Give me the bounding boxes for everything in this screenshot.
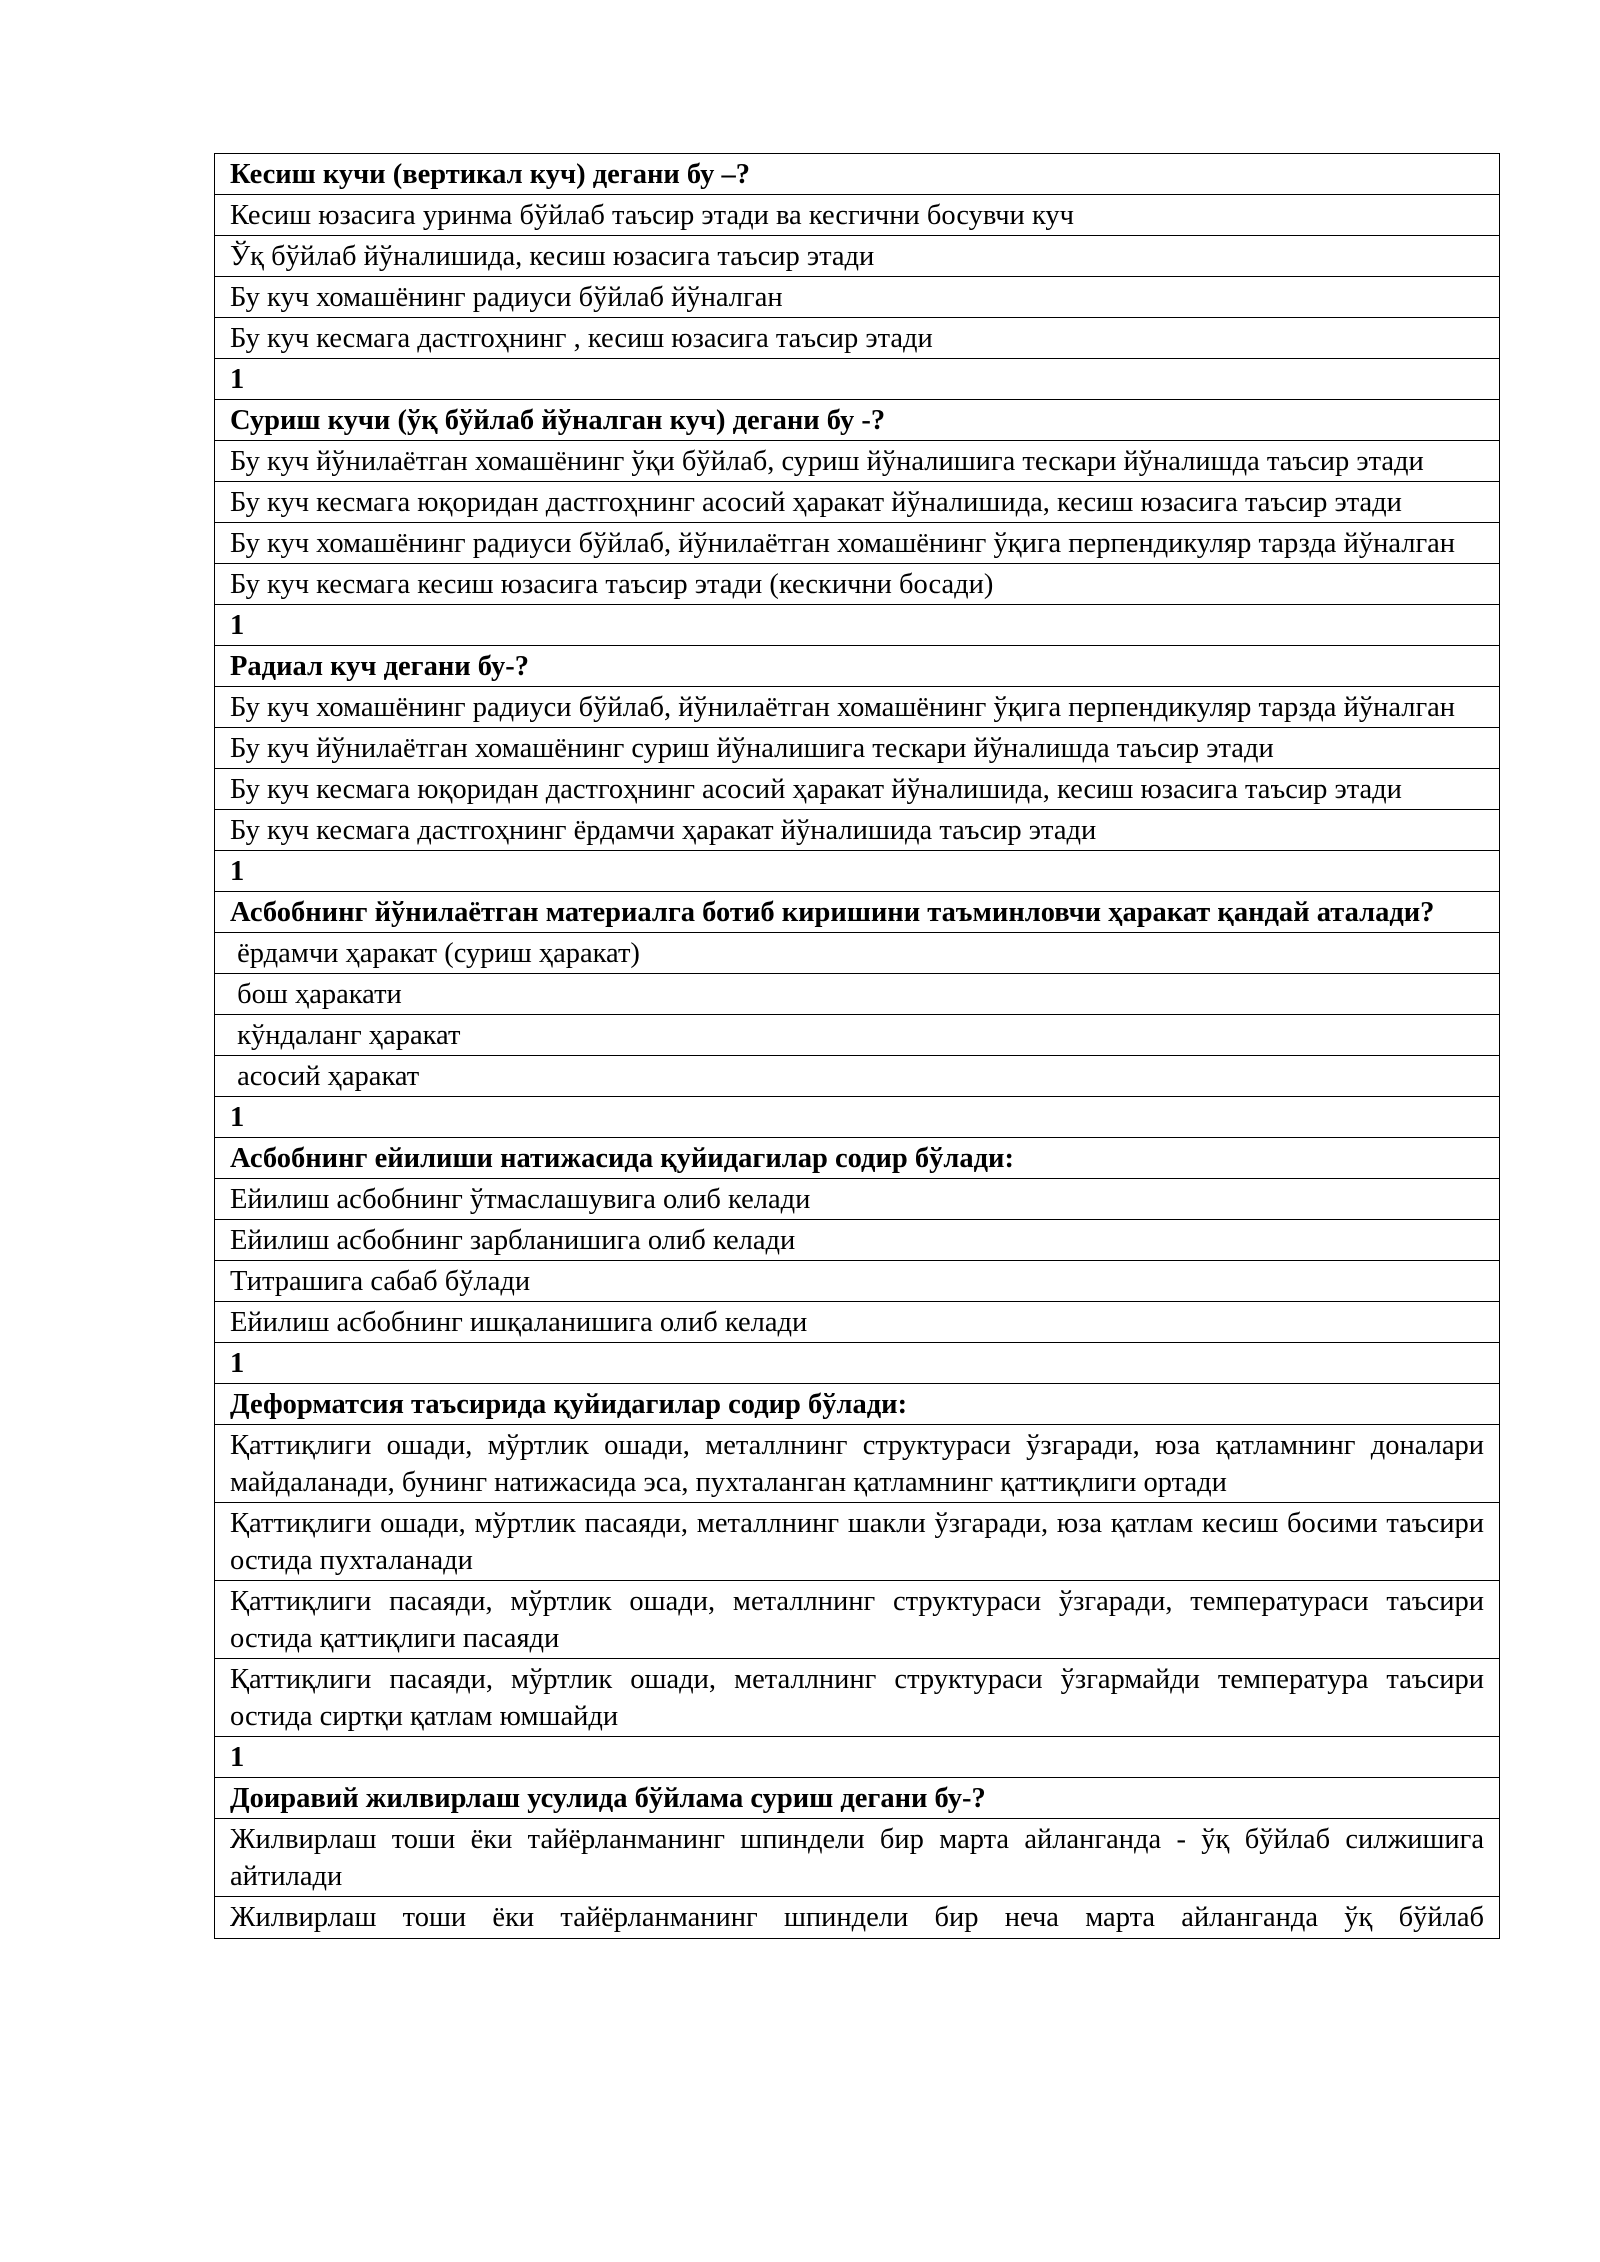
option-row — [215, 769, 1500, 810]
option-row — [215, 728, 1500, 769]
option-text: Бу куч кесмага кесиш юзасига таъсир этади (кескични босади) — [215, 564, 1500, 605]
option-row — [215, 1659, 1500, 1737]
answer-row — [215, 1343, 1500, 1384]
option-row — [215, 933, 1500, 974]
option-text: бош ҳаракати — [215, 974, 1500, 1015]
option-row — [215, 482, 1500, 523]
answer-key: 1 — [215, 1737, 1500, 1778]
question-row — [215, 1384, 1500, 1425]
option-row — [215, 1056, 1500, 1097]
question-row — [215, 892, 1500, 933]
question-row — [215, 1778, 1500, 1819]
option-text: Бу куч хомашёнинг радиуси бўйлаб йўналган — [215, 277, 1500, 318]
option-text: Қаттиқлиги ошади, мўртлик пасаяди, металлнинг шакли ўзгаради, юза қатлам кесиш босими таъсири остида пухталанади — [215, 1503, 1500, 1581]
question-row — [215, 1138, 1500, 1179]
option-row — [215, 523, 1500, 564]
question-text: Асбобнинг ейилиши натижасида қуйидагилар содир бўлади: — [215, 1138, 1500, 1179]
option-text: ёрдамчи ҳаракат (суриш ҳаракат) — [215, 933, 1500, 974]
option-text: кўндаланг ҳаракат — [215, 1015, 1500, 1056]
question-text: Асбобнинг йўнилаётган материалга ботиб киришини таъминловчи ҳаракат қандай аталади? — [215, 892, 1500, 933]
option-row — [215, 1819, 1500, 1897]
option-text: Қаттиқлиги пасаяди, мўртлик ошади, металлнинг структураси ўзгаради, температураси таъсири остида қаттиқлиги пасаяди — [215, 1581, 1500, 1659]
answer-key: 1 — [215, 851, 1500, 892]
option-row — [215, 564, 1500, 605]
quiz-table — [214, 153, 1500, 1939]
question-row — [215, 646, 1500, 687]
answer-row — [215, 605, 1500, 646]
option-row — [215, 318, 1500, 359]
option-row — [215, 974, 1500, 1015]
option-row — [215, 1302, 1500, 1343]
answer-row — [215, 1737, 1500, 1778]
option-text: Бу куч хомашёнинг радиуси бўйлаб, йўнилаётган хомашёнинг ўқига перпендикуляр тарзда йўналган — [215, 523, 1500, 564]
option-row — [215, 236, 1500, 277]
option-text: Бу куч йўнилаётган хомашёнинг ўқи бўйлаб, суриш йўналишига тескари йўналишда таъсир этади — [215, 441, 1500, 482]
option-text: асосий ҳаракат — [215, 1056, 1500, 1097]
answer-key: 1 — [215, 605, 1500, 646]
option-text: Бу куч кесмага дастгоҳнинг ёрдамчи ҳаракат йўналишида таъсир этади — [215, 810, 1500, 851]
option-text: Ейилиш асбобнинг ўтмаслашувига олиб келади — [215, 1179, 1500, 1220]
option-text: Жилвирлаш тоши ёки тайёрланманинг шпиндели бир марта айланганда - ўқ бўйлаб силжишига айтилади — [215, 1819, 1500, 1897]
question-row — [215, 400, 1500, 441]
option-text: Бу куч кесмага юқоридан дастгоҳнинг асосий ҳаракат йўналишида, кесиш юзасига таъсир этади — [215, 482, 1500, 523]
option-text: Бу куч кесмага юқоридан дастгоҳнинг асосий ҳаракат йўналишида, кесиш юзасига таъсир этади — [215, 769, 1500, 810]
question-text: Кесиш кучи (вертикал куч) дегани бу –? — [215, 154, 1500, 195]
option-text: Кесиш юзасига уринма бўйлаб таъсир этади ва кесгични босувчи куч — [215, 195, 1500, 236]
option-row — [215, 195, 1500, 236]
question-row — [215, 154, 1500, 195]
option-text: Бу куч кесмага дастгоҳнинг , кесиш юзасига таъсир этади — [215, 318, 1500, 359]
option-row — [215, 1897, 1500, 1939]
option-row — [215, 1503, 1500, 1581]
question-text: Деформатсия таъсирида қуйидагилар содир бўлади: — [215, 1384, 1500, 1425]
answer-key: 1 — [215, 1097, 1500, 1138]
option-text: Ейилиш асбобнинг зарбланишига олиб келади — [215, 1220, 1500, 1261]
option-row — [215, 1220, 1500, 1261]
answer-key: 1 — [215, 1343, 1500, 1384]
option-text: Ўқ бўйлаб йўналишида, кесиш юзасига таъсир этади — [215, 236, 1500, 277]
option-row — [215, 1581, 1500, 1659]
question-text: Радиал куч дегани бу-? — [215, 646, 1500, 687]
question-text: Суриш кучи (ўқ бўйлаб йўналган куч) дегани бу -? — [215, 400, 1500, 441]
option-row — [215, 1261, 1500, 1302]
option-text: Бу куч хомашёнинг радиуси бўйлаб, йўнилаётган хомашёнинг ўқига перпендикуляр тарзда йўналган — [215, 687, 1500, 728]
option-row — [215, 1179, 1500, 1220]
option-row — [215, 810, 1500, 851]
option-row — [215, 277, 1500, 318]
question-text: Доиравий жилвирлаш усулида бўйлама суриш дегани бу-? — [215, 1778, 1500, 1819]
option-text: Жилвирлаш тоши ёки тайёрланманинг шпиндели бир неча марта айланганда ўқ бўйлаб — [215, 1897, 1500, 1939]
option-row — [215, 1015, 1500, 1056]
option-row — [215, 687, 1500, 728]
option-row — [215, 441, 1500, 482]
answer-row — [215, 851, 1500, 892]
answer-row — [215, 1097, 1500, 1138]
option-text: Қаттиқлиги пасаяди, мўртлик ошади, металлнинг структураси ўзгармайди температура таъсири остида сиртқи қатлам юмшайди — [215, 1659, 1500, 1737]
option-text: Бу куч йўнилаётган хомашёнинг суриш йўналишига тескари йўналишда таъсир этади — [215, 728, 1500, 769]
answer-key: 1 — [215, 359, 1500, 400]
option-text: Ейилиш асбобнинг ишқаланишига олиб келади — [215, 1302, 1500, 1343]
answer-row — [215, 359, 1500, 400]
option-row — [215, 1425, 1500, 1503]
option-text: Қаттиқлиги ошади, мўртлик ошади, металлнинг структураси ўзгаради, юза қатламнинг доналари майдаланади, бунинг натижасида эса, пухталанган қатламнинг қаттиқлиги ортади — [215, 1425, 1500, 1503]
option-text: Титрашига сабаб бўлади — [215, 1261, 1500, 1302]
